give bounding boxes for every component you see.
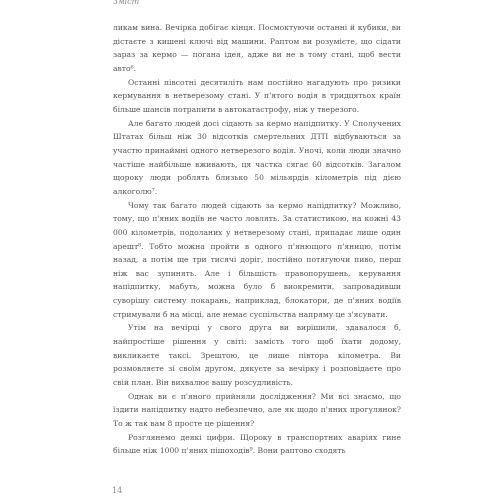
paragraph: Утім на вечірці у свого друга ви вирішили, здавалося б, найпростіше рішення у світі: замість того щоб їхати додому, викликаєте таксі. Зрештою, це лише півтора кілометра. Ви розмовляєте зі своїм другом, дякуєте за вечірку і розповідаєте про свій план. Він вихвалює вашу розсудливість. — [113, 323, 401, 388]
paragraph: Однак ви є п'яного прийняли дослідження? Ми всі знаємо, що їздити напідпитку надто небезпечно, але як щодо п'яних прогулянок? То ж так вам 8 просте це рішення? — [113, 391, 401, 429]
page-number: 14 — [112, 486, 123, 495]
paragraph: Чому так багато людей сідають за кермо напідпитку? Можливо, тому, що п'яних водіїв не часто ловлять. За статистикою, на кожні 43 000 кілометрів, подоланих у нетверезому стані, припадає лише один арешт⁸. Тобто можна пройти в одного п'янющого п'яницю, потім назад, а потім ще три тисячі доріг, постійно потягуючи пиво, перш ніж вас зупинять. Але і більшість правопорушень, керування напідпитку, мабуть, можна було б виокремити, запровадивши суворішу систему покарань, наприклад, блокатори, де п'яних водіїв стримували б на місці, але немає суспільства напряму це з'ясувати. — [113, 200, 401, 319]
paragraph: Розглянемо деякі цифри. Щороку в транспортних аваріях гине більше ніж 1000 п'яних пішоходів⁹. Вони раптово сходять — [113, 432, 401, 456]
paragraph: Але багато людей досі сідають за кермо напідпитку. У Сполучених Штатах більш ніж 30 відсотків смертельних ДТП відбуваються за участю принаймні одного нетверезого водія. Уночі, коли люди значно частіше найбільше вживають, ця частка сягає 60 відсотків. Загалом щороку люди роблять близько 50 мільярдів кілометрів під дією алкоголю⁷. — [113, 118, 401, 196]
body-text — [113, 21, 401, 458]
paragraph: ликам вина. Вечірка добігає кінця. Посмоктуючи останні й кубики, ви дістаєте з кишені ключі від машини. Раптом ви розумієте, що сідати зараз за кермо — погана ідея, адже ви не в тому стані, щоб вести авто⁶. — [113, 23, 401, 73]
running-head: Зміст — [113, 0, 140, 6]
paragraph: Останні півсотні десятиліть нам постійно нагадують про ризики кермування в нетверезому стані. У п'ятого водія в тридцятьох країн більше шансів потрапити в автокатастрофу, ніж у тверезого. — [113, 77, 401, 114]
